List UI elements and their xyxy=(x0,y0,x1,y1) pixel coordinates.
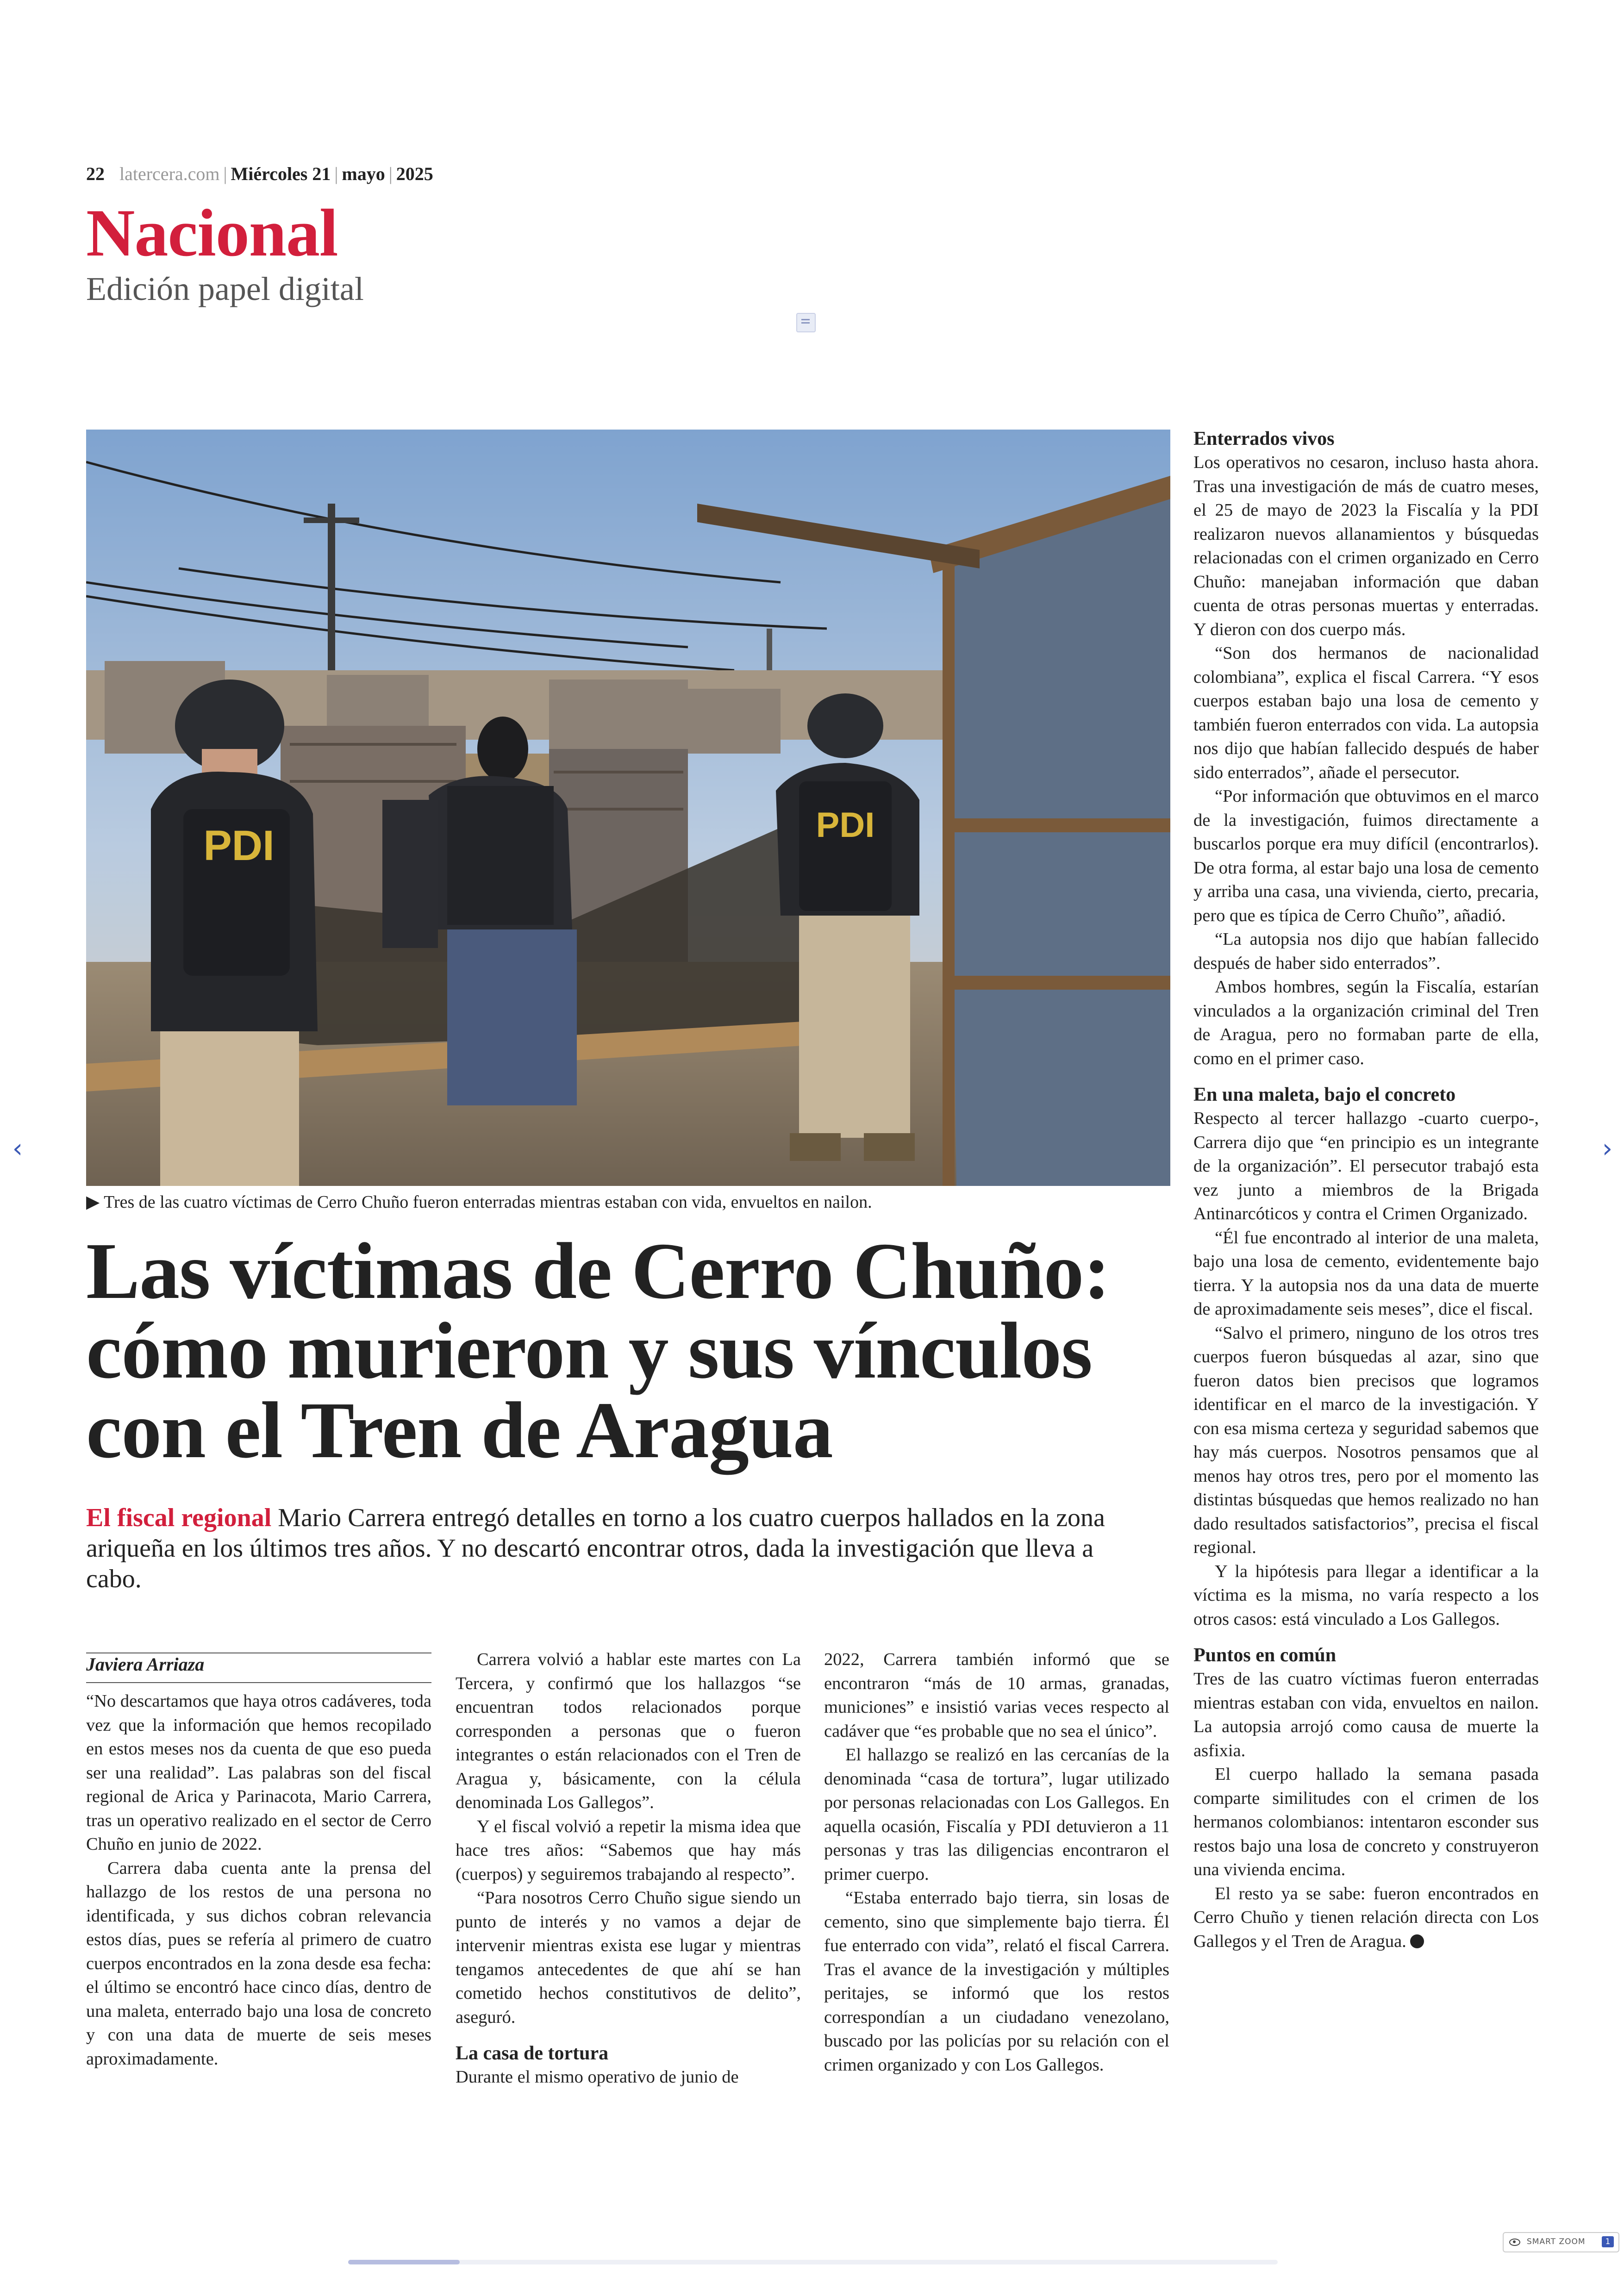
headline: Las víctimas de Cerro Chuño: cómo murieron y sus vínculos con el Tren de Aragua xyxy=(86,1226,1110,1475)
paragraph: “Estaba enterrado bajo tierra, sin losas de cemento, sino que simplemente bajo tierra. Él fue enterrado con vida”, relató el fiscal Carrera. Tras el avance de la investigación y múltiples peritajes, se informó que los restos correspondían a un ciudadano venezolano, buscado por las policías por su relación con el crimen organizado y con Los Gallegos. xyxy=(824,1888,1169,2075)
subhead-en-una-maleta: En una maleta, bajo el concreto xyxy=(1193,1084,1456,1105)
date-day: Miércoles 21 xyxy=(231,163,331,184)
paragraph: Carrera volvió a hablar este martes con La Tercera, y confirmó que los hallazgos “se encuentran todos relacionados porque corresponden a personas que o fueron integrantes o están relacionados con el Tren de Aragua y, básicamente, con la célula denominada Los Gallegos”. xyxy=(456,1650,801,1812)
caption-triangle-icon: ▶ xyxy=(86,1192,100,1212)
date-month: mayo xyxy=(342,163,385,184)
scroll-progress-bar[interactable] xyxy=(348,2260,1278,2264)
paragraph: El hallazgo se realizó en las cercanías de la denominada “casa de tortura”, lugar utilizado por personas relacionadas con Los Gallegos. En aquella ocasión, Fiscalía y PDI detuvieron a 11 personas y tras las diligencias encontraron el primer cuerpo. xyxy=(824,1745,1169,1884)
text-view-icon[interactable] xyxy=(796,313,816,332)
paragraph: “Él fue encontrado al interior de una maleta, bajo una losa de cemento, evidentemente bajo tierra. Y la autopsia nos da una data de muerte de aproximadamente seis meses”, dice el fiscal. xyxy=(1193,1228,1539,1319)
byline: Javiera Arriaza xyxy=(86,1653,431,1683)
eye-icon xyxy=(1509,2239,1520,2246)
paragraph: Y el fiscal volvió a repetir la misma idea que hace tres años: “Sabemos que hay más (cuerpos) y seguiremos trabajando al respecto”. xyxy=(456,1816,801,1884)
chevron-left-icon: ‹ xyxy=(12,1134,23,1164)
paragraph: El cuerpo hallado la semana pasada comparte similitudes con el crimen de los hermanos colombianos: intentaron esconder sus restos bajo una losa de concreto y construyeron una vivienda encima. xyxy=(1193,1765,1539,1879)
paragraph: Durante el mismo operativo de junio de xyxy=(456,2067,739,2087)
column-2 xyxy=(456,1648,801,2089)
paragraph: Carrera daba cuenta ante la prensa del hallazgo de los restos de una persona no identificada, y sus dichos cobran relevancia estos días, pues se refería al primero de cuatro cuerpos encontrados en la zona desde esa fecha: el último se encontró hace cinco días, dentro de una maleta, enterrado bajo una losa de concreto y con una data de muerte de seis meses aproximadamente. xyxy=(86,1858,431,2069)
subhead-puntos-en-comun: Puntos en común xyxy=(1193,1645,1337,1666)
scroll-progress-fill xyxy=(348,2260,460,2264)
chevron-right-icon: › xyxy=(1602,1134,1613,1164)
edition-label: Edición papel digital xyxy=(86,270,364,307)
photo-illustration xyxy=(86,430,1170,1186)
paragraph xyxy=(1193,1882,1539,1954)
paragraph: Tres de las cuatro víctimas fueron enterradas mientras estaban con vida, envueltos en nailon. La autopsia arrojó como causa de muerte la asfixia. xyxy=(1193,1669,1539,1760)
paragraph: “Por información que obtuvimos en el marco de la investigación, fuimos directamente a buscarlos porque era muy difícil (encontrarlos). De otra forma, al estar bajo una losa de cemento y arriba una casa, una vivienda, cierto, precaria, pero que es típica de Cerro Chuño”, añadió. xyxy=(1193,786,1539,925)
paragraph: 2022, Carrera también informó que se encontraron “más de 10 armas, granadas, municiones” e insistió varias veces respecto al cadáver que “es probable que no sea el único”. xyxy=(824,1650,1169,1741)
paragraph: “Para nosotros Cerro Chuño sigue siendo un punto de interés y no vamos a dejar de intervenir mientras exista ese lugar y mientras tengamos antecedentes de que ahí se han cometido hechos constitutivos de delito”, aseguró. xyxy=(456,1888,801,2027)
paragraph: Y la hipótesis para llegar a identificar a la víctima es la misma, no varía respecto a los otros casos: está vinculado a Los Gallegos. xyxy=(1193,1561,1539,1629)
subhead-casa-de-tortura: La casa de tortura xyxy=(456,2043,609,2064)
paragraph: “No descartamos que haya otros cadáveres, toda vez que la información que hemos recopilado en estos meses nos da cuenta de que eso pueda ser una realidad”. Las palabras son del fiscal regional de Arica y Parinacota, Mario Carrera, tras un operativo realizado en el sector de Cerro Chuño en junio de 2022. xyxy=(86,1691,431,1854)
vest-label-left: PDI xyxy=(203,822,275,869)
next-page-button[interactable] xyxy=(1598,1135,1617,1163)
lede-highlight: El fiscal regional xyxy=(86,1503,272,1532)
lede xyxy=(86,1503,1151,1594)
final-sentence: El resto ya se sabe: fueron encontrados en Cerro Chuño y tienen relación directa con Los Gallegos y el Tren de Aragua. xyxy=(1193,1883,1539,1951)
paragraph: Ambos hombres, según la Fiscalía, estarían vinculados a la organización criminal del Tren de Aragua, pero no formaban parte de ella, como en el primer caso. xyxy=(1193,977,1539,1068)
article-photo xyxy=(86,430,1170,1186)
subhead-enterrados-vivos: Enterrados vivos xyxy=(1193,428,1335,449)
date-year: 2025 xyxy=(396,163,433,184)
page-indicator[interactable]: 1 xyxy=(1602,2236,1614,2247)
paragraph: “La autopsia nos dijo que habían fallecido después de haber sido enterrados”. xyxy=(1193,929,1539,973)
paragraph: “Son dos hermanos de nacionalidad colombiana”, explica el fiscal Carrera. “Y esos cuerpos estaban bajo una losa de cemento y también fueron enterrados con vida. La autopsia nos dijo que habían fallecido después de haber sido enterrados”, añade el persecutor. xyxy=(1193,643,1539,782)
lede-text: Mario Carrera entregó detalles en torno a los cuatro cuerpos hallados en la zona ariqueña en los últimos tres años. Y no descartó encontrar otros, dada la investigación que lleva a cabo. xyxy=(86,1503,1105,1593)
dateline: 22 latercera.com | Miércoles 21 | mayo | 2025 xyxy=(86,163,433,184)
column-1 xyxy=(86,1653,431,2071)
previous-page-button[interactable] xyxy=(8,1135,27,1163)
vest-label-right: PDI xyxy=(816,805,875,845)
smart-zoom-label: SMART ZOOM xyxy=(1527,2237,1586,2246)
section-title: Nacional xyxy=(86,195,338,270)
photo-caption xyxy=(86,1191,872,1212)
column-3 xyxy=(824,1648,1169,2077)
end-mark-icon xyxy=(1410,1934,1424,1948)
column-4 xyxy=(1193,427,1539,1953)
paragraph: Los operativos no cesaron, incluso hasta ahora. Tras una investigación de más de cuatro meses, el 25 de mayo de 2023 la Fiscalía y la PDI realizaron nuevos allanamientos y búsquedas relacionadas con el crimen organizado en Cerro Chuño: manejaban información que daban cuenta de otras personas muertas y enterradas. Y dieron con dos cuerpo más. xyxy=(1193,453,1539,639)
paragraph: “Salvo el primero, ninguno de los otros tres cuerpos fueron búsquedas al azar, sino que fueron datos bien precisos que logramos identificar en el marco de la investigación. Y con esa misma certeza y seguridad sabemos que hay más cuerpos. Nosotros pensamos que al menos hay otros tres, pero por el momento las distintas búsquedas que hemos realizado no han dado resultados satisfactorios”, precisa el fiscal regional. xyxy=(1193,1323,1539,1557)
caption-text: Tres de las cuatro víctimas de Cerro Chuño fueron enterradas mientras estaban con vida, envueltos en nailon. xyxy=(104,1192,872,1212)
page-number: 22 xyxy=(86,163,105,184)
paragraph: Respecto al tercer hallazgo -cuarto cuerpo-, Carrera dijo que “en principio es un integrante de la organización”. El persecutor trabajó esta vez junto a miembros de la Brigada Antinarcóticos y contra el Crimen Organizado. xyxy=(1193,1109,1539,1223)
smart-zoom-control[interactable] xyxy=(1503,2232,1619,2252)
site-name: latercera.com xyxy=(119,163,220,184)
